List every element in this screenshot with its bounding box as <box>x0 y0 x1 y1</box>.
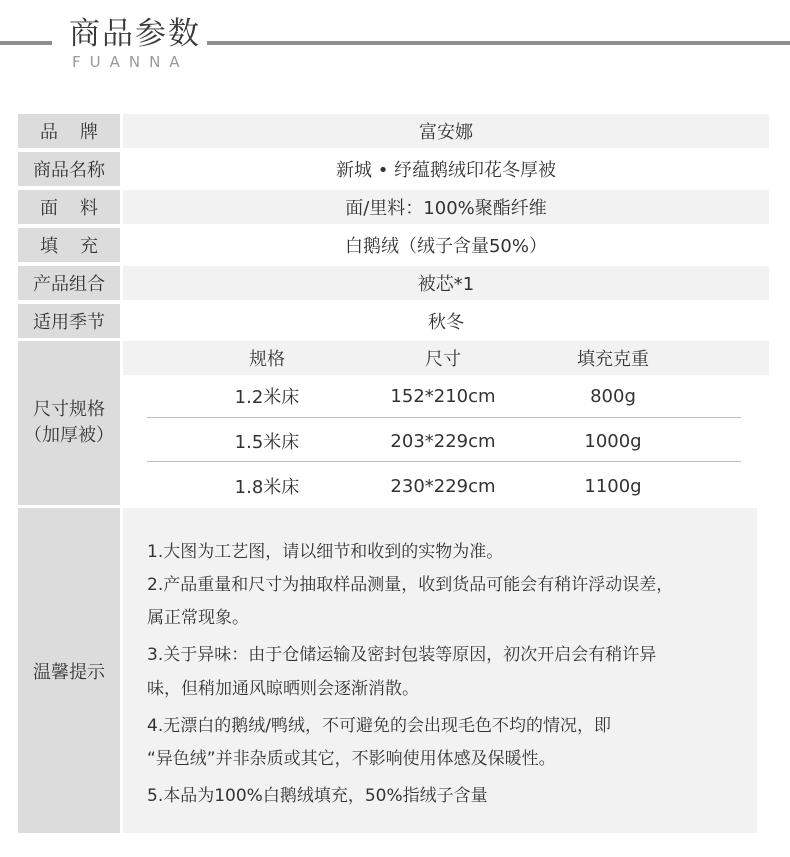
notes-panel <box>123 508 757 833</box>
header-rule-right <box>207 41 790 45</box>
notes-line: 1.大图为工艺图，请以细节和收到的实物为准。 <box>147 542 504 562</box>
row-value-season: 秋冬 <box>428 312 464 333</box>
page-title: 商品参数 <box>69 16 201 52</box>
size-col-header-spec: 规格 <box>249 349 285 370</box>
page-subtitle: FUANNA <box>72 53 189 71</box>
notes-line: 味，但稍加通风晾晒则会逐渐消散。 <box>147 679 419 699</box>
size-row-3-spec: 1.8米床 <box>234 477 300 498</box>
notes-line: 4.无漂白的鹅绒/鸭绒，不可避免的会出现毛色不均的情况，即 <box>147 716 611 736</box>
size-row-2-weight: 1000g <box>584 430 642 452</box>
row-label-combination: 产品组合 <box>18 266 120 300</box>
size-row-separator <box>147 461 741 462</box>
row-label-fabric: 面料 <box>18 190 120 224</box>
row-value-filling: 白鹅绒（绒子含量50%） <box>344 236 547 257</box>
size-row-2-size: 203*229cm <box>390 430 496 452</box>
row-label-product-name: 商品名称 <box>18 152 120 186</box>
row-label-brand: 品牌 <box>18 114 120 148</box>
row-value-brand: 富安娜 <box>123 114 769 148</box>
notes-label: 温馨提示 <box>18 508 120 833</box>
header-rule-left <box>0 41 52 45</box>
size-row-separator <box>147 417 741 418</box>
size-row-3-weight: 1100g <box>584 475 642 497</box>
row-value-fabric: 面/里料：100%聚酯纤维 <box>123 190 769 224</box>
size-spec-label-line1: 尺寸规格 <box>33 399 105 420</box>
notes-line: 5.本品为100%白鹅绒填充，50%指绒子含量 <box>147 786 488 806</box>
size-spec-label <box>18 341 120 505</box>
size-spec-label-line2: （加厚被） <box>24 425 114 446</box>
row-label-filling: 填充 <box>18 228 120 262</box>
notes-line: 2.产品重量和尺寸为抽取样品测量，收到货品可能会有稍许浮动误差， <box>147 575 674 595</box>
row-value-combination: 被芯*1 <box>123 266 769 300</box>
size-row-1-size: 152*210cm <box>390 385 496 407</box>
row-label-season: 适用季节 <box>18 304 120 338</box>
size-row-2-spec: 1.5米床 <box>234 432 300 453</box>
size-row-3-size: 230*229cm <box>390 475 496 497</box>
row-value-product-name: 新城 • 纾蕴鹅绒印花冬厚被 <box>335 160 557 181</box>
notes-line: “异色绒”并非杂质或其它，不影响使用体感及保暖性。 <box>147 749 556 769</box>
notes-line: 3.关于异味：由于仓储运输及密封包装等原因，初次开启会有稍许异 <box>147 645 657 665</box>
size-row-1-weight: 800g <box>590 385 636 407</box>
size-col-header-size: 尺寸 <box>425 349 461 370</box>
size-row-1-spec: 1.2米床 <box>234 387 300 408</box>
size-col-header-weight: 填充克重 <box>577 349 649 370</box>
notes-line: 属正常现象。 <box>147 608 249 628</box>
